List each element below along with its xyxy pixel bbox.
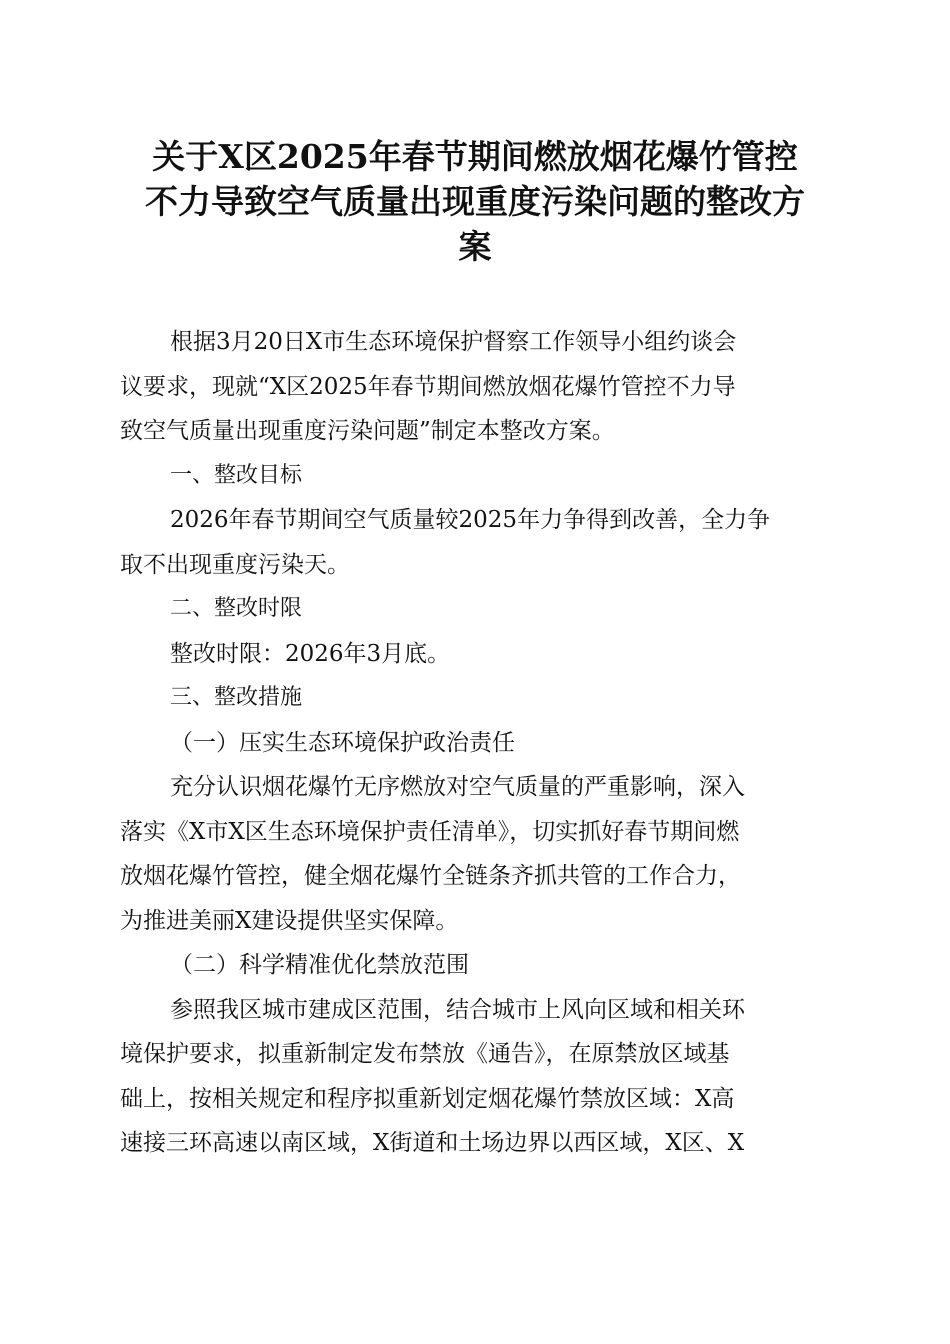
ban-scope-paragraph bbox=[120, 988, 830, 1166]
text-line: 整改时限：2026年3月底。 bbox=[170, 640, 451, 667]
title-line: 关于X区2025年春节期间燃放烟花爆竹管控 bbox=[152, 137, 798, 176]
title-line: 不力导致空气质量出现重度污染问题的整改方 bbox=[145, 182, 805, 221]
text-line: 2026年春节期间空气质量较2025年力争得到改善，全力争 bbox=[170, 507, 771, 533]
goal-paragraph bbox=[120, 498, 830, 587]
section-heading-deadline: 二、整改时限 bbox=[170, 596, 303, 621]
text-line: 放烟花爆竹管控，健全烟花爆竹全链条齐抓共管的工作合力， bbox=[120, 863, 741, 889]
text-line: 议要求，现就“X区2025年春节期间燃放烟花爆竹管控不力导 bbox=[120, 373, 736, 400]
section-heading-goal: 一、整改目标 bbox=[170, 462, 303, 488]
title-line: 案 bbox=[458, 227, 492, 266]
text-line: 落实《X市X区生态环境保护责任清单》，切实抓好春节期间燃 bbox=[120, 818, 740, 845]
text-line: 础上，按相关规定和程序拟重新划定烟花爆竹禁放区域：X高 bbox=[120, 1085, 735, 1112]
document-body bbox=[120, 320, 830, 1166]
text-line: 速接三环高速以南区域，X街道和土场边界以西区域，X区、X bbox=[120, 1130, 745, 1156]
intro-paragraph bbox=[120, 320, 830, 454]
deadline-paragraph bbox=[120, 632, 830, 677]
text-line: 充分认识烟花爆竹无序燃放对空气质量的严重影响，深入 bbox=[170, 774, 745, 800]
text-line: 根据3月20日X市生态环境保护督察工作领导小组约谈会 bbox=[170, 329, 737, 355]
section-heading-measures: 三、整改措施 bbox=[170, 685, 303, 710]
subsection-heading-ban-scope: （二）科学精准优化禁放范围 bbox=[170, 952, 469, 978]
responsibility-paragraph bbox=[120, 765, 830, 943]
text-line: 致空气质量出现重度污染问题”制定本整改方案。 bbox=[120, 418, 615, 444]
text-line: 境保护要求，拟重新制定发布禁放《通告》，在原禁放区域基 bbox=[120, 1041, 730, 1067]
text-line: 为推进美丽X建设提供坚实保障。 bbox=[120, 907, 459, 934]
text-line: 参照我区城市建成区范围，结合城市上风向区域和相关环 bbox=[170, 996, 745, 1023]
subsection-heading-responsibility: （一）压实生态环境保护政治责任 bbox=[170, 729, 515, 756]
text-line: 取不出现重度污染天。 bbox=[120, 551, 350, 578]
document-title bbox=[120, 134, 830, 269]
